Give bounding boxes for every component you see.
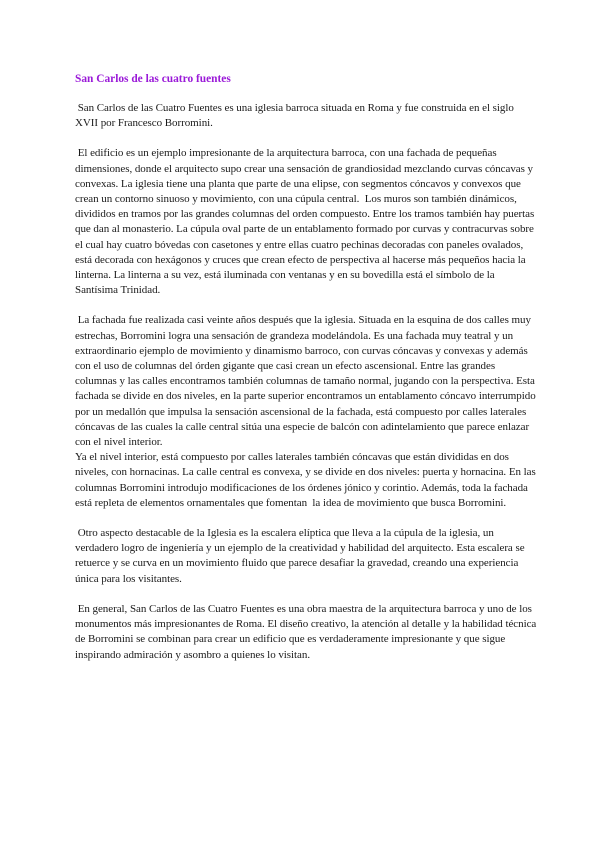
paragraph-escalera: Otro aspecto destacable de la Iglesia es la escalera elíptica que lleva a la cúpula de la iglesia, un verdadero logro de ingeniería y un ejemplo de la creatividad y habilidad del arquitecto. Esta escalera se retuerce y se curva en un movimiento fluido que parece desafiar la gravedad, creando una experiencia única para los visitantes.	[75, 527, 528, 585]
paragraph-conclusion: En general, San Carlos de las Cuatro Fuentes es una obra maestra de la arquitectura barroca y uno de los monumentos más impresionantes de Roma. El diseño creativo, la atención al detalle y la habilidad técnica de Borromini se combinan para crear un edificio que es verdaderamente impresionante y que sigue inspirando admiración y asombro a quienes lo visitan.	[75, 602, 539, 661]
document-title: San Carlos de las cuatro fuentes	[75, 73, 231, 85]
document-page	[75, 72, 537, 678]
paragraph-fachada: La fachada fue realizada casi veinte años después que la iglesia. Situada en la esquina de dos calles muy estrechas, Borromini logra una sensación de grandeza modelándola. Es una fachada muy teatral y un extraordinario ejemplo de movimiento y dinamismo barroco, con curvas cóncavas y convexas y además con el uso de columnas del órden gigante que casi crean un efecto ascensional. Entre las grandes columnas y las calles encontramos también columnas de tamaño normal, jugando con la perspectiva. Esta fachada se divide en dos niveles, en la parte superior encontramos un entablamento cóncavo interrumpido por un medallón que impulsa la sensación ascensional de la fachada, está compuesto por calles laterales cóncavas de las cuales la calle central sitúa una especie de balcón con adintelamiento que parece enlazar con el nivel interior.	[75, 314, 539, 449]
paragraph-intro: San Carlos de las Cuatro Fuentes es una iglesia barroca situada en Roma y fue construida en el siglo XVII por Francesco Borromini.	[75, 102, 517, 130]
paragraph-nivel-interior: Ya el nivel interior, está compuesto por calles laterales también cóncavas que están divididas en dos niveles, con hornacinas. La calle central es convexa, y se divide en dos niveles: puerta y hornacina. En las columnas Borromini introdujo modificaciones de los órdenes jónico y corintio. Además, toda la fachada está repleta de elementos ornamentales que fomentan la idea de movimiento que busca Borromini.	[75, 451, 539, 509]
paragraph-edificio: El edificio es un ejemplo impresionante de la arquitectura barroca, con una fachada de pequeñas dimensiones, donde el arquitecto supo crear una sensación de grandiosidad mezclando curvas cóncavas y convexas. La iglesia tiene una planta que parte de una elipse, con segmentos cóncavos y convexos que crean un contorno sinuoso y movimiento, con una cúpula central. Los muros son también dinámicos, divididos en tramos por las grandes columnas del orden compuesto. Entre los tramos también hay puertas que dan al monasterio. La cúpula oval parte de un entablamento formado por curvas y contracurvas sobre el cual hay cuatro bóvedas con casetones y entre ellas cuatro pechinas decoradas con paneles ovalados, está decorada con hexágonos y cruces que crean efecto de perspectiva al hacerse más pequeños hacia la linterna. La linterna a su vez, está iluminada con ventanas y en su bovedilla está el símbolo de la Santísima Trinidad.	[75, 147, 537, 297]
